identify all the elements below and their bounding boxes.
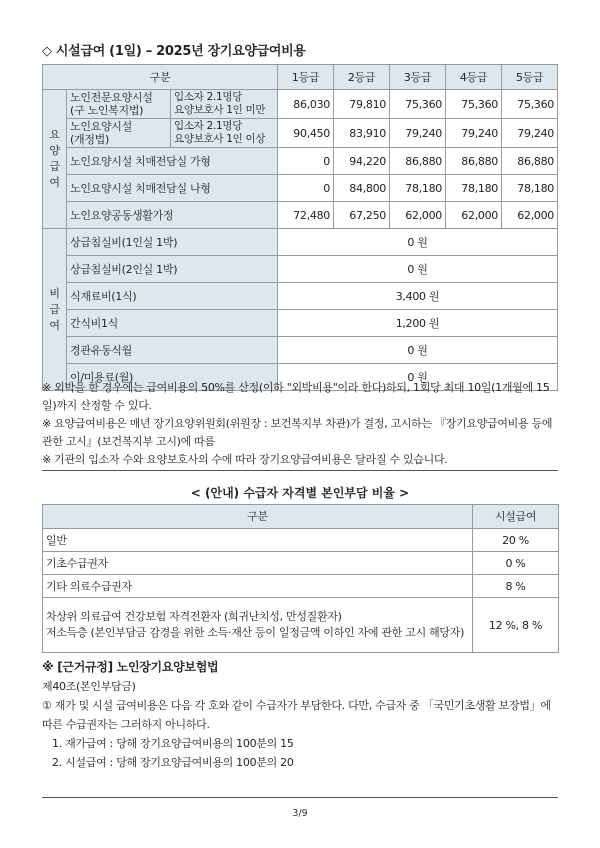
facility-condition: 입소자 2.1명당 요양보호사 1인 이상: [171, 119, 278, 148]
table-row: [43, 90, 558, 119]
page-number: 3/9: [292, 808, 308, 819]
table-row: [43, 202, 558, 229]
nonpaid-item: 상급침실비(2인실 1박): [67, 256, 278, 283]
header-grade: 5등급: [502, 65, 558, 90]
header-grade: 2등급: [334, 65, 390, 90]
cost-cell: 62,000: [502, 202, 558, 229]
cost-cell: 90,450: [278, 119, 334, 148]
recipient-type: 일반: [43, 529, 473, 552]
facility-name: 노인전문요양시설 (구 노인복지법): [67, 90, 171, 119]
nonpaid-value: 0 원: [278, 337, 558, 364]
nonpaid-value: 1,200 원: [278, 310, 558, 337]
cost-cell: 0: [278, 175, 334, 202]
facility-cost-table: [42, 64, 558, 391]
table-row: [43, 552, 559, 575]
copay-rate: 8 %: [473, 575, 559, 598]
table-row: [43, 256, 558, 283]
cost-cell: 86,880: [446, 148, 502, 175]
table-header-row: [43, 505, 559, 529]
nonpaid-item: 이/미용료(월): [67, 364, 278, 391]
facility-name: 노인요양공동생활가정: [67, 202, 278, 229]
nonpaid-item: 경관유동식월: [67, 337, 278, 364]
cost-cell: 86,880: [502, 148, 558, 175]
recipient-type: 차상위 의료급여 건강보험 자격전환자 (희귀난치성, 만성질환자) 저소득층 (본인부담금 감경을 위한 소득·재산 등이 일정금액 이하인 자에 관한 고시 해당자): [43, 598, 473, 653]
notes: [42, 379, 558, 469]
cost-cell: 78,180: [446, 175, 502, 202]
facility-name: 노인요양시설 (개정법): [67, 119, 171, 148]
law-item: 1. 재가급여 : 당해 장기요양급여비용의 100분의 15: [52, 737, 294, 750]
copay-rate: 0 %: [473, 552, 559, 575]
cost-cell: 83,910: [334, 119, 390, 148]
law-heading: ※ [근거규정] 노인장기요양보험법: [42, 660, 219, 674]
nonpaid-benefit-label: [43, 229, 67, 391]
nonpaid-value: 3,400 원: [278, 283, 558, 310]
table-row: [43, 598, 559, 653]
cost-cell: 67,250: [334, 202, 390, 229]
cost-cell: 62,000: [390, 202, 446, 229]
cost-cell: 0: [278, 148, 334, 175]
cost-cell: 79,240: [390, 119, 446, 148]
nonpaid-benefit-text: 비 급 여: [49, 286, 60, 332]
cost-cell: 86,030: [278, 90, 334, 119]
header-grade: 1등급: [278, 65, 334, 90]
table-row: [43, 283, 558, 310]
nonpaid-item: 간식비1식: [67, 310, 278, 337]
header-category: 구분: [43, 65, 278, 90]
table-row: [43, 229, 558, 256]
page-title: ◇ 시설급여 (1일) – 2025년 장기요양급여비용: [42, 44, 306, 59]
divider: [42, 470, 558, 471]
law-item: 2. 시설급여 : 당해 장기요양급여비용의 100분의 20: [52, 756, 294, 769]
legal-basis: [42, 658, 558, 772]
note: ※ 요양급여비용은 매년 장기요양위원회(위원장 : 보건복지부 차관)가 결정, 고시하는 『장기요양급여비용 등에 관한 고시』(보건복지부 고시)에 따름: [42, 417, 553, 448]
table-header-row: [43, 65, 558, 90]
cost-cell: 62,000: [446, 202, 502, 229]
nonpaid-item: 식재료비(1식): [67, 283, 278, 310]
copay-rate: 12 %, 8 %: [473, 598, 559, 653]
facility-condition: 입소자 2.1명당 요양보호사 1인 미만: [171, 90, 278, 119]
nonpaid-value: 0 원: [278, 364, 558, 391]
table-row: [43, 119, 558, 148]
table-row: [43, 337, 558, 364]
copay-table: [42, 504, 559, 653]
nonpaid-value: 0 원: [278, 256, 558, 283]
cost-cell: 79,240: [502, 119, 558, 148]
note: ※ 기관의 입소자 수와 요양보호사의 수에 따라 장기요양급여비용은 달라질 수 있습니다.: [42, 453, 448, 466]
cost-cell: 79,810: [334, 90, 390, 119]
table-row: [43, 575, 559, 598]
cost-cell: 78,180: [390, 175, 446, 202]
table-row: [43, 148, 558, 175]
recipient-type: 기초수급권자: [43, 552, 473, 575]
cost-cell: 75,360: [446, 90, 502, 119]
cost-cell: 78,180: [502, 175, 558, 202]
facility-name: 노인요양시설 치매전담실 나형: [67, 175, 278, 202]
table-row: [43, 175, 558, 202]
header-category: 구분: [43, 505, 473, 529]
law-article: 제40조(본인부담금): [42, 680, 136, 693]
cost-cell: 79,240: [446, 119, 502, 148]
table-row: [43, 529, 559, 552]
facility-name: 노인요양시설 치매전담실 가형: [67, 148, 278, 175]
copay-rate: 20 %: [473, 529, 559, 552]
cost-cell: 75,360: [390, 90, 446, 119]
cost-cell: 94,220: [334, 148, 390, 175]
note: ※ 외박을 한 경우에는 급여비용의 50%를 산정(이하 "외박비용"이라 한다)하되, 1회당 최대 10일(1개월에 15일)까지 산정할 수 있다.: [42, 381, 550, 412]
header-grade: 3등급: [390, 65, 446, 90]
law-text: ① 재가 및 시설 급여비용은 다음 각 호와 같이 수급자가 부담한다. 다만, 수급자 중 「국민기초생활 보장법」에 따른 수급권자는 그러하지 아니하다.: [42, 699, 551, 731]
paid-benefit-label: [43, 90, 67, 229]
header-facility-benefit: 시설급여: [473, 505, 559, 529]
paid-benefit-text: 요 양 급 여: [49, 128, 60, 189]
table-row: [43, 310, 558, 337]
nonpaid-value: 0 원: [278, 229, 558, 256]
cost-cell: 75,360: [502, 90, 558, 119]
footer-divider: [42, 797, 558, 798]
recipient-type: 기타 의료수급권자: [43, 575, 473, 598]
header-grade: 4등급: [446, 65, 502, 90]
cost-cell: 86,880: [390, 148, 446, 175]
cost-cell: 84,800: [334, 175, 390, 202]
section-title: < (안내) 수급자 자격별 본인부담 비율 >: [190, 486, 410, 500]
cost-cell: 72,480: [278, 202, 334, 229]
nonpaid-item: 상급침실비(1인실 1박): [67, 229, 278, 256]
